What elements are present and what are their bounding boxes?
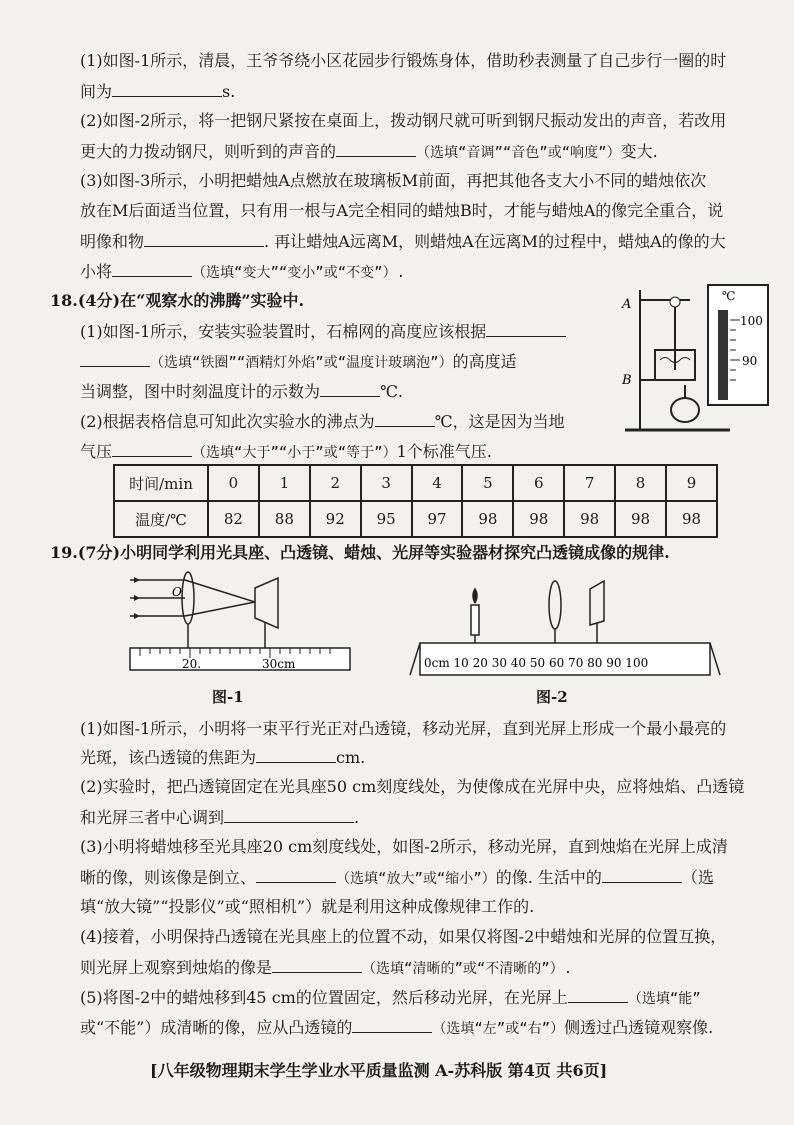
q19-p3-line2: 晰的像，则该像是倒立、 （选填“放大”或“缩小”）的像. 生活中的 （选: [80, 868, 714, 887]
fig1-caption: 图-1: [212, 688, 244, 706]
time-header: 时间/min: [114, 465, 208, 501]
fig2-caption: 图-2: [536, 688, 568, 706]
answer-blank: [112, 260, 192, 277]
time-cell: 7: [564, 465, 615, 501]
thermo-unit: ℃: [722, 289, 736, 303]
answer-blank: [352, 1016, 432, 1033]
q17-p3-line3: 明像和物 . 再让蜡烛A远离M，则蜡烛A在远离M的过程中，蜡烛A的像的大: [80, 232, 726, 251]
answer-blank: [272, 956, 362, 973]
q18-p1-line1: (1)如图-1所示，安装实验装置时，石棉网的高度应该根据: [80, 320, 604, 343]
answer-blank: [256, 866, 336, 883]
temperature-table: [113, 464, 718, 538]
q17-p2-line2: 更大的力拨动钢尺，则听到的声音的 （选填“音调”“音色”或“响度”）变大.: [80, 142, 658, 161]
q17-p3-line2: 放在M后面适当位置，只有用一根与A完全相同的蜡烛B时，才能与蜡烛A的像完全重合，说: [80, 201, 724, 220]
thermo-100: 100: [740, 314, 763, 328]
temp-cell: 98: [513, 501, 564, 537]
q17-p1-line1: (1)如图-1所示，清晨，王爷爷绕小区花园步行锻炼身体，借助秒表测量了自己步行一圈的时: [80, 51, 727, 70]
q19-p5-line1: (5)将图-2中的蜡烛移到45 cm的位置固定，然后移动光屏，在光屏上 （选填“能”: [80, 988, 701, 1007]
time-cell: 6: [513, 465, 564, 501]
time-cell: 8: [615, 465, 666, 501]
q18-p2-line2: 气压 （选填“大于”“小于”或“等于”）1个标准气压.: [80, 442, 492, 461]
q17-p3-line1: (3)如图-3所示，小明把蜡烛A点燃放在玻璃板M前面，再把其他各支大小不同的蜡烛依次: [80, 171, 707, 190]
temp-cell: 98: [462, 501, 513, 537]
temp-cell: 92: [310, 501, 361, 537]
q19-p4-line2: 则光屏上观察到烛焰的像是 （选填“清晰的”或“不清晰的”）.: [80, 958, 573, 977]
answer-blank: [375, 410, 435, 427]
time-cell: 2: [310, 465, 361, 501]
thermometer-zoom-figure: [700, 280, 780, 410]
answer-blank: [486, 320, 566, 337]
q17-p2-line1: (2)如图-2所示，将一把钢尺紧按在桌面上，拨动钢尺就可听到钢尺振动发出的声音，若改用: [80, 111, 727, 130]
answer-blank: [112, 440, 192, 457]
q18-p1-line3: 当调整，图中时刻温度计的示数为 ℃.: [80, 382, 403, 401]
answer-blank: [224, 806, 354, 823]
temp-header: 温度/℃: [114, 501, 208, 537]
q18-head: 18.(4分)在“观察水的沸腾”实验中.: [50, 291, 305, 310]
temp-cell: 97: [412, 501, 463, 537]
fig1-tick-30: 30cm: [262, 657, 296, 671]
answer-blank: [112, 80, 222, 97]
optical-bench-figure: [400, 575, 730, 685]
temp-cell: 98: [666, 501, 717, 537]
time-cell: 0: [208, 465, 259, 501]
time-cell: 3: [361, 465, 412, 501]
answer-blank: [336, 140, 416, 157]
time-cell: 5: [462, 465, 513, 501]
q19-p2-line1: (2)实验时，把凸透镜固定在光具座50 cm刻度线处，为使像成在光屏中央，应将烛焰、凸透镜: [80, 777, 745, 796]
label-a: A: [622, 297, 632, 312]
q19-p3-line3: 填“放大镜”“投影仪”或“照相机”）就是利用这种成像规律工作的.: [80, 897, 535, 916]
thermo-90: 90: [742, 354, 758, 368]
answer-blank: [568, 986, 628, 1003]
q19-p4-line1: (4)接着，小明保持凸透镜在光具座上的位置不动，如果仅将图-2中蜡烛和光屏的位置互换，: [80, 927, 727, 946]
q19-head: 19.(7分)小明同学利用光具座、凸透镜、蜡烛、光屏等实验器材探究凸透镜成像的规律.: [50, 543, 670, 562]
answer-blank: [144, 230, 264, 247]
temp-cell: 98: [564, 501, 615, 537]
temp-cell: 98: [615, 501, 666, 537]
fig1-tick-20: 20.: [182, 657, 202, 671]
answer-blank: [602, 866, 682, 883]
q19-p1-line1: (1)如图-1所示，小明将一束平行光正对凸透镜，移动光屏，直到光屏上形成一个最小最亮的: [80, 719, 727, 738]
q19-p3-line1: (3)小明将蜡烛移至光具座20 cm刻度线处，如图-2所示，移动光屏，直到烛焰在光屏上成清: [80, 837, 728, 856]
answer-blank: [256, 746, 336, 763]
temp-cell: 88: [259, 501, 310, 537]
q17-p3-line4: 小将 （选填“变大”“变小”或“不变”）.: [80, 262, 406, 281]
time-row: [114, 465, 717, 501]
page-footer: [八年级物理期末学生学业水平质量监测 A-苏科版 第4页 共6页]: [150, 1061, 608, 1080]
temp-cell: 95: [361, 501, 412, 537]
time-cell: 9: [666, 465, 717, 501]
lens-focus-figure: [120, 568, 360, 688]
q17-p1-line2: 间为 s.: [80, 82, 236, 101]
time-cell: 1: [259, 465, 310, 501]
answer-blank: [80, 350, 150, 367]
temp-cell: 82: [208, 501, 259, 537]
q18-p2-line1: (2)根据表格信息可知此次实验水的沸点为 ℃，这是因为当地: [80, 412, 565, 431]
q18-p1-line2: （选填“铁圈”“酒精灯外焰”或“温度计玻璃泡”）的高度适: [80, 350, 624, 374]
q19-p1-line2: 光斑，该凸透镜的焦距为 cm.: [80, 748, 366, 767]
q19-p2-line2: 和光屏三者中心调到 .: [80, 808, 360, 827]
answer-blank: [320, 380, 380, 397]
optical-center-label: O: [172, 585, 182, 599]
bench-scale: 0cm 10 20 30 40 50 60 70 80 90 100: [424, 656, 649, 670]
time-cell: 4: [412, 465, 463, 501]
q19-p5-line2: 或“不能”）成清晰的像，应从凸透镜的 （选填“左”或“右”）侧透过凸透镜观察像.: [80, 1018, 714, 1037]
temp-row: [114, 501, 717, 537]
label-b: B: [622, 373, 632, 388]
